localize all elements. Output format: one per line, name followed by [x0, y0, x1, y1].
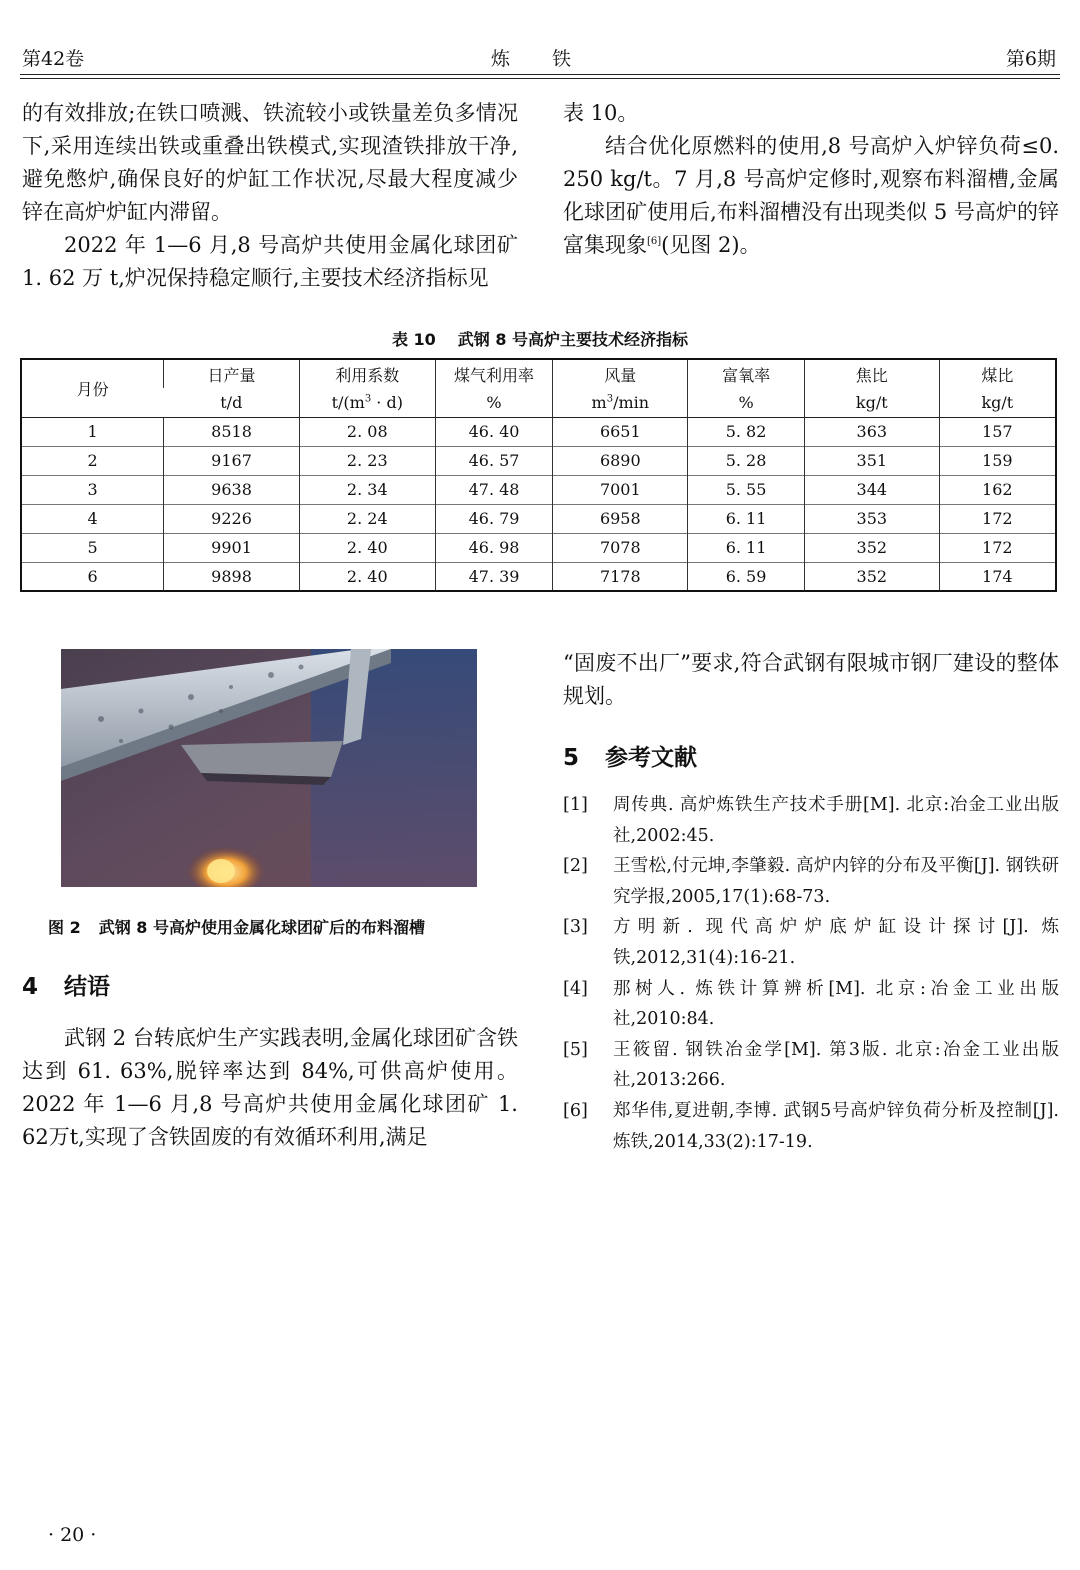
table-cell: 5 [21, 533, 164, 562]
table-cell: 2. 08 [299, 417, 435, 446]
table-cell: 8518 [164, 417, 300, 446]
table-row [21, 504, 1056, 533]
section-title: 结语 [64, 974, 111, 1000]
paragraph: 2022 年 1—6 月,8 号高炉共使用金属化球团矿 1. 62 万 t,炉况保持稳定顺行,主要技术经济指标见 [22, 233, 518, 290]
table-number: 表 10 [391, 330, 436, 349]
paragraph: “固废不出厂”要求,符合武钢有限城市钢厂建设的整体规划。 [563, 651, 1059, 708]
citation: [6] [647, 236, 662, 247]
table-cell: 6 [21, 562, 164, 591]
table-cell: 9167 [164, 446, 300, 475]
table-cell: 7078 [553, 533, 688, 562]
table-cell: 174 [939, 562, 1056, 591]
section-heading-conclusion [22, 968, 110, 1001]
column-unit: t/d [164, 388, 300, 417]
table-cell: 9638 [164, 475, 300, 504]
table-cell: 2. 23 [299, 446, 435, 475]
table-cell: 162 [939, 475, 1056, 504]
column-unit: kg/t [804, 388, 939, 417]
table-cell: 6. 11 [688, 504, 805, 533]
table-cell: 2. 40 [299, 533, 435, 562]
reference-number: [3] [563, 917, 588, 938]
section-number: 4 [22, 974, 39, 1000]
table-cell: 5. 55 [688, 475, 805, 504]
table-cell: 159 [939, 446, 1056, 475]
table-unit-row [21, 388, 1056, 417]
reference-number: [6] [563, 1100, 588, 1121]
section-number: 5 [563, 745, 580, 771]
column-header: 日产量 [164, 359, 300, 388]
table-cell: 47. 39 [435, 562, 553, 591]
table-cell: 351 [804, 446, 939, 475]
column-unit: % [435, 388, 553, 417]
reference-number: [2] [563, 856, 588, 877]
table-row [21, 446, 1056, 475]
figure-caption [48, 915, 425, 938]
figure-title: 武钢 8 号高炉使用金属化球团矿后的布料溜槽 [98, 918, 425, 937]
header-issue: 第6期 [1005, 48, 1056, 70]
distribution-chute-photo [61, 649, 477, 887]
column-header: 焦比 [804, 359, 939, 388]
reference-item [563, 790, 1059, 851]
table-title: 武钢 8 号高炉主要技术经济指标 [457, 330, 689, 349]
reference-number: [1] [563, 795, 588, 815]
section-heading-references [563, 739, 697, 772]
table-cell: 46. 40 [435, 417, 553, 446]
right-column-mid [563, 647, 1059, 713]
column-unit: % [688, 388, 805, 417]
table-cell: 4 [21, 504, 164, 533]
table-cell: 172 [939, 504, 1056, 533]
table-cell: 1 [21, 417, 164, 446]
column-header: 富氧率 [688, 359, 805, 388]
column-header: 煤气利用率 [435, 359, 553, 388]
table-cell: 172 [939, 533, 1056, 562]
header-rule [20, 74, 1060, 75]
conclusion-body [22, 1022, 518, 1154]
table-cell: 46. 79 [435, 504, 553, 533]
reference-number: [4] [563, 978, 588, 999]
table-cell: 5. 82 [688, 417, 805, 446]
table-cell: 5. 28 [688, 446, 805, 475]
table-cell: 46. 98 [435, 533, 553, 562]
reference-list [563, 790, 1059, 1157]
column-header-month: 月份 [76, 379, 109, 399]
reference-item [563, 851, 1059, 912]
table-cell: 157 [939, 417, 1056, 446]
table-cell: 6. 59 [688, 562, 805, 591]
page-number: · 20 · [48, 1524, 97, 1546]
table-row [21, 417, 1056, 446]
header-volume: 第42卷 [22, 48, 85, 70]
table-cell: 353 [804, 504, 939, 533]
reference-text: 方明新. 现代高炉炉底炉缸设计探讨[J]. 炼铁,2012,31(4):16-21. [613, 917, 1059, 968]
table-cell: 363 [804, 417, 939, 446]
table-cell: 352 [804, 562, 939, 591]
reference-text: 那树人. 炼铁计算辨析[M]. 北京:冶金工业出版社,2010:84. [613, 978, 1059, 1030]
table-cell: 344 [804, 475, 939, 504]
table-cell: 6890 [553, 446, 688, 475]
column-unit: $m^3/\min$ [553, 388, 688, 417]
paragraph-text: (见图 2)。 [661, 233, 761, 257]
table-cell: 6651 [553, 417, 688, 446]
header-rule-thin [20, 78, 1060, 79]
column-unit: $t/(m^3 \cdot d)$ [299, 388, 435, 417]
table-cell: 2. 34 [299, 475, 435, 504]
reference-item [563, 1035, 1059, 1096]
paragraph: 武钢 2 台转底炉生产实践表明,金属化球团矿含铁达到 61. 63%,脱锌率达到 84%,可供高炉使用。2022 年 1—6 月,8 号高炉共使用金属化球团矿 1. 62万t,实现了含铁固废的有效循环利用,满足 [22, 1026, 518, 1149]
section-title: 参考文献 [605, 745, 698, 771]
reference-number: [5] [563, 1039, 588, 1060]
table-cell: 3 [21, 475, 164, 504]
column-unit: kg/t [939, 388, 1056, 417]
paragraph [563, 130, 1059, 262]
table-row [21, 533, 1056, 562]
paragraph-text: 结合优化原燃料的使用,8 号高炉入炉锌负荷≤0. 250 kg/t。7 月,8 号高炉定修时,观察布料溜槽,金属化球团矿使用后,布料溜槽没有出现类似 5 号高炉的锌富集现象 [563, 134, 1059, 257]
table-cell: 7001 [553, 475, 688, 504]
table-caption [0, 327, 1080, 350]
table-cell: 352 [804, 533, 939, 562]
table-cell: 2. 24 [299, 504, 435, 533]
table-header-row [21, 359, 1056, 388]
column-header: 利用系数 [299, 359, 435, 388]
reference-text: 周传典. 高炉炼铁生产技术手册[M]. 北京:冶金工业出版社,2002:45. [613, 795, 1059, 846]
table-cell: 46. 57 [435, 446, 553, 475]
paragraph: 表 10。 [563, 101, 639, 125]
reference-item [563, 1096, 1059, 1157]
reference-text: 郑华伟,夏进朝,李博. 武钢5号高炉锌负荷分析及控制[J]. 炼铁,2014,33(2):17-19. [613, 1100, 1059, 1152]
column-header: 风量 [553, 359, 688, 388]
header-journal: 炼 铁 [490, 48, 590, 70]
table-cell: 9901 [164, 533, 300, 562]
reference-text: 王雪松,付元坤,李肇毅. 高炉内锌的分布及平衡[J]. 钢铁研究学报,2005,17(1):68-73. [613, 856, 1059, 907]
indicator-table [20, 358, 1057, 592]
figure-number: 图 2 [48, 918, 81, 937]
table-row [21, 562, 1056, 591]
table-cell: 6. 11 [688, 533, 805, 562]
reference-item [563, 974, 1059, 1035]
table-cell: 2 [21, 446, 164, 475]
left-column-top [22, 97, 518, 295]
table-cell: 47. 48 [435, 475, 553, 504]
table-cell: 9226 [164, 504, 300, 533]
paragraph: 的有效排放;在铁口喷溅、铁流较小或铁量差负多情况下,采用连续出铁或重叠出铁模式,实现渣铁排放干净,避免憋炉,确保良好的炉缸工作状况,尽最大程度减少锌在高炉炉缸内滞留。 [22, 101, 518, 224]
table-cell: 2. 40 [299, 562, 435, 591]
table-cell: 9898 [164, 562, 300, 591]
reference-item [563, 912, 1059, 973]
reference-text: 王筱留. 钢铁冶金学[M]. 第3版. 北京:冶金工业出版社,2013:266. [613, 1039, 1059, 1091]
table-cell: 7178 [553, 562, 688, 591]
right-column-top [563, 97, 1059, 262]
table-row [21, 475, 1056, 504]
column-header: 煤比 [939, 359, 1056, 388]
table-cell: 6958 [553, 504, 688, 533]
